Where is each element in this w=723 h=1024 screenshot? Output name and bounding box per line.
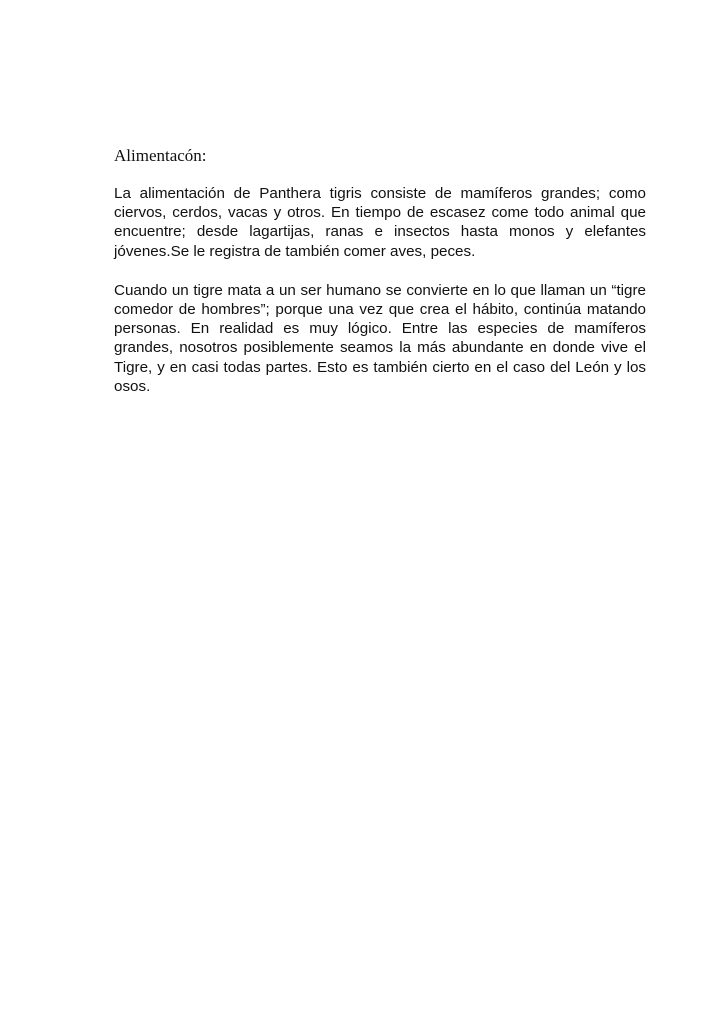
document-body — [114, 146, 646, 416]
paragraph-diet: La alimentación de Panthera tigris consiste de mamíferos grandes; como ciervos, cerdos, vacas y otros. En tiempo de escasez come todo animal que encuentre; desde lagartijas, ranas e insectos hasta monos y elefantes jóvenes.Se le registra de también comer aves, peces. — [114, 185, 646, 260]
paragraph-man-eater: Cuando un tigre mata a un ser humano se convierte en lo que llaman un “tigre comedor de hombres”; porque una vez que crea el hábito, continúa matando personas. En realidad es muy lógico. Entre las especies de mamíferos grandes, nosotros posiblemente seamos la más abundante en donde vive el Tigre, y en casi todas partes. Esto es también cierto en el caso del León y los osos. — [114, 281, 646, 395]
section-heading: Alimentacón: — [114, 146, 207, 165]
